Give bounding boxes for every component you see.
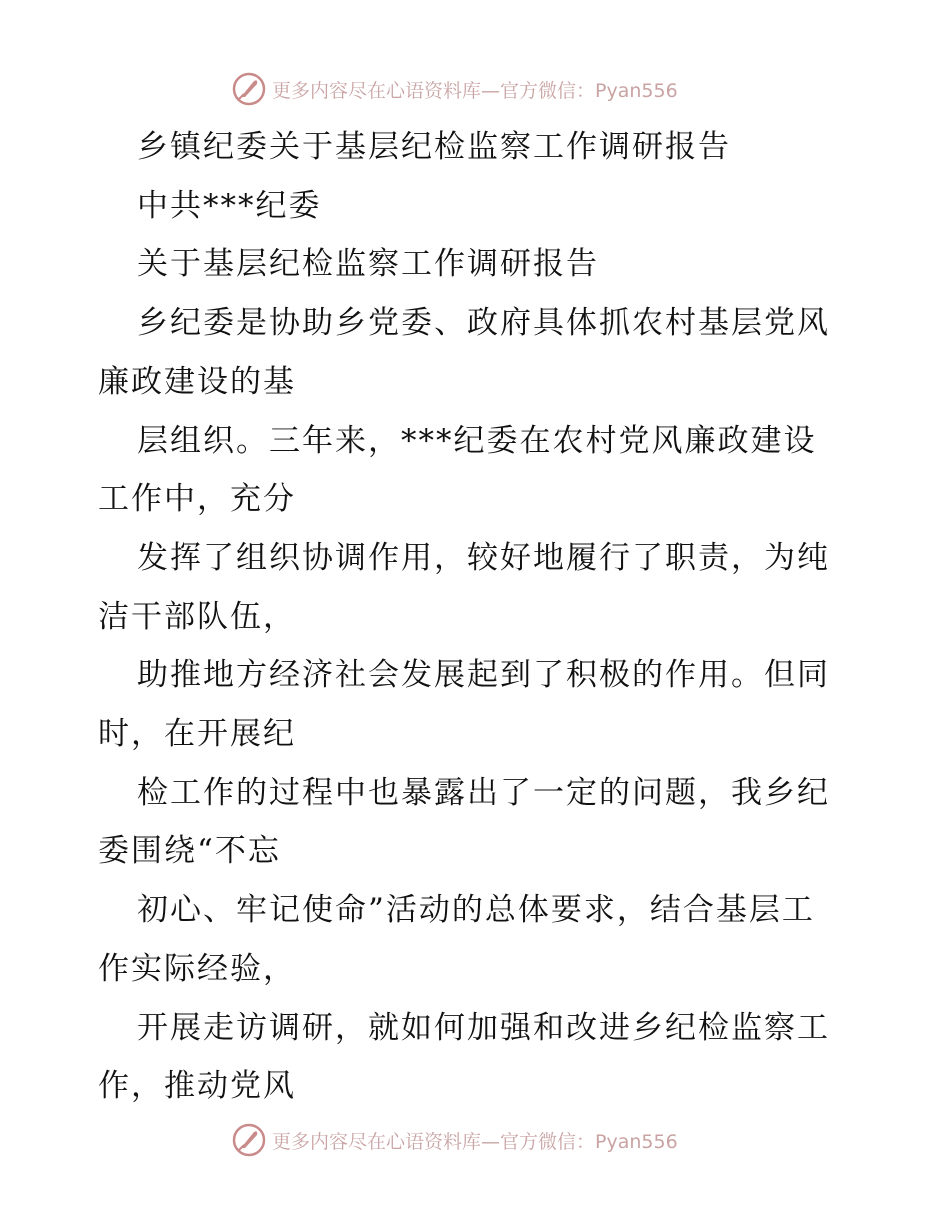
paragraph-line: 开展走访调研，就如何加强和改进乡纪检监察工: [137, 1009, 830, 1046]
paragraph-line: 关于基层纪检监察工作调研报告: [137, 246, 599, 283]
paragraph-line: 洁干部队伍，: [98, 598, 296, 635]
feather-pen-logo-icon: [232, 1123, 266, 1157]
paragraph-line: 检工作的过程中也暴露出了一定的问题，我乡纪: [137, 774, 830, 811]
paragraph-line: 发挥了组织协调作用，较好地履行了职责，为纯: [137, 539, 830, 576]
footer-watermark: [232, 1123, 678, 1157]
header-watermark: [232, 72, 678, 106]
document-body: [98, 118, 858, 1116]
paragraph-line: 工作中，充分: [98, 481, 296, 518]
feather-pen-logo-icon: [232, 72, 266, 106]
paragraph-line: 初心、牢记使命”活动的总体要求，结合基层工: [137, 892, 815, 929]
watermark-text: 更多内容尽在心语资料库—官方微信：Pyan556: [272, 1130, 678, 1153]
paragraph-line: 助推地方经济社会发展起到了积极的作用。但同: [137, 657, 830, 694]
paragraph-line: 层组织。三年来，***纪委在农村党风廉政建设: [137, 422, 817, 459]
paragraph-line: 中共***纪委: [137, 187, 322, 224]
paragraph-line: 乡纪委是协助乡党委、政府具体抓农村基层党风: [137, 305, 830, 342]
paragraph-line: 乡镇纪委关于基层纪检监察工作调研报告: [137, 129, 731, 165]
paragraph-line: 廉政建设的基: [98, 363, 296, 400]
paragraph-line: 委围绕“不忘: [98, 833, 281, 870]
paragraph-line: 时，在开展纪: [98, 716, 296, 753]
paragraph-line: 作实际经验，: [98, 950, 296, 987]
paragraph-line: 作，推动党风: [98, 1068, 296, 1105]
watermark-text: 更多内容尽在心语资料库—官方微信：Pyan556: [272, 79, 678, 102]
